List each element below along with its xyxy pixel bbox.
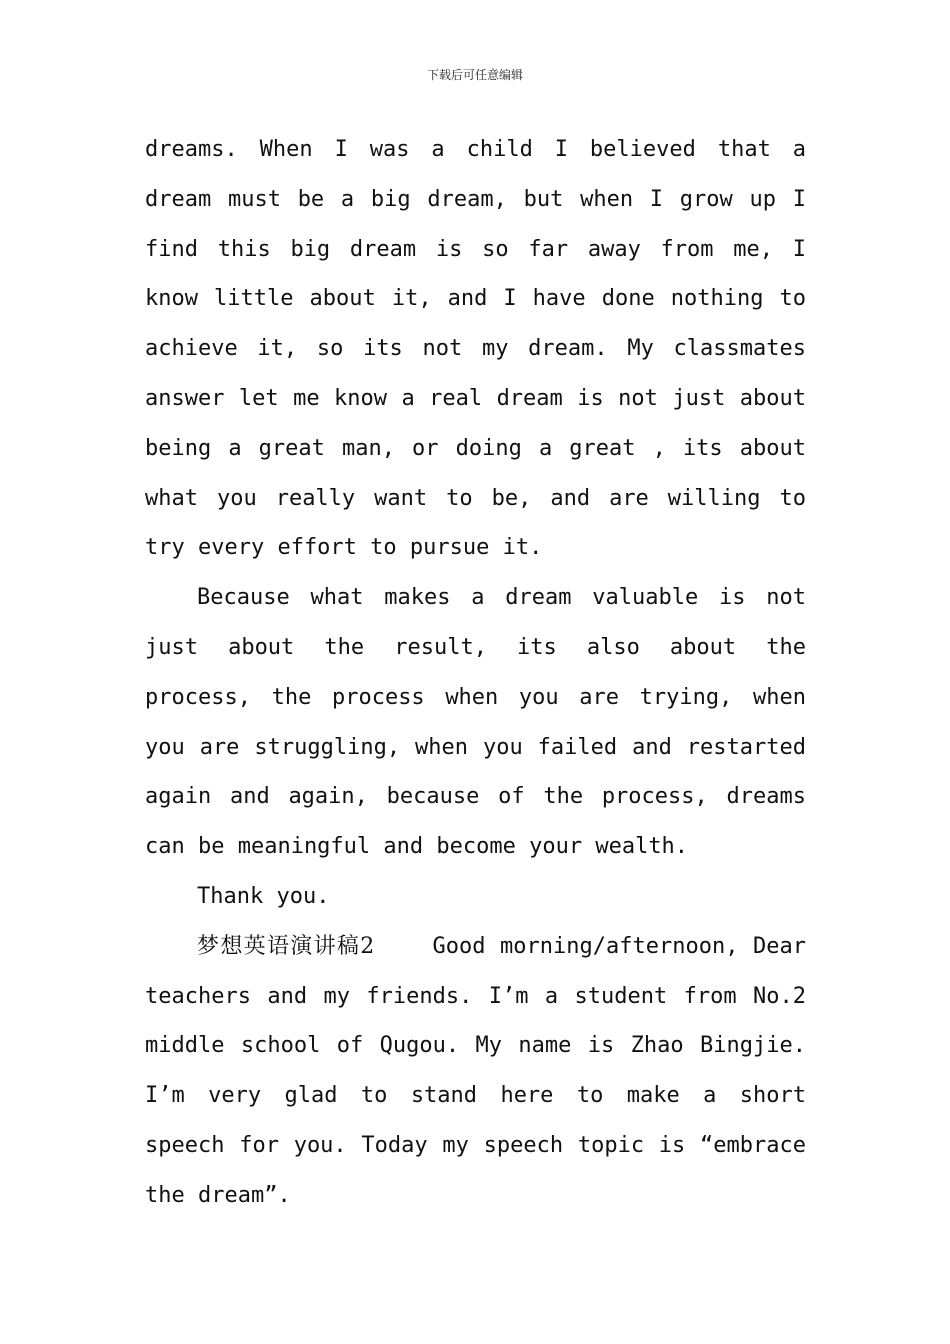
paragraph-speech-2	[145, 922, 820, 1221]
paragraph-thank-you: Thank you.	[197, 883, 330, 909]
paragraph-dream-valuable: Because what makes a dream valuable is not just about the result, its also about the process, the process when you are trying, when you are struggling, when you failed and restarted again and again, because of the process, dreams can be meaningful and become your wealth.	[145, 585, 806, 860]
page-header-note: 下载后可任意编辑	[426, 68, 523, 82]
speech-2-text: Good morning/afternoon, Dear teachers and my friends. I’m a student from No.2 middle school of Qugou. My name is Zhao Bingjie. I’m very glad to stand here to make a short speech for you. Today my speech topic is “embrace the dream”.	[145, 933, 820, 1208]
paragraph-dreams-child: dreams. When I was a child I believed that a dream must be a big dream, but when I grow up I find this big dream is so far away from me, I know little about it, and I have done nothing to achieve it, so its not my dream. My classmates answer let me know a real dream is not just about being a great man, or doing a great , its about what you really want to be, and are willing to try every effort to pursue it.	[145, 137, 806, 561]
document-body	[145, 125, 820, 1221]
speech-2-heading: 梦想英语演讲稿2	[197, 933, 375, 959]
